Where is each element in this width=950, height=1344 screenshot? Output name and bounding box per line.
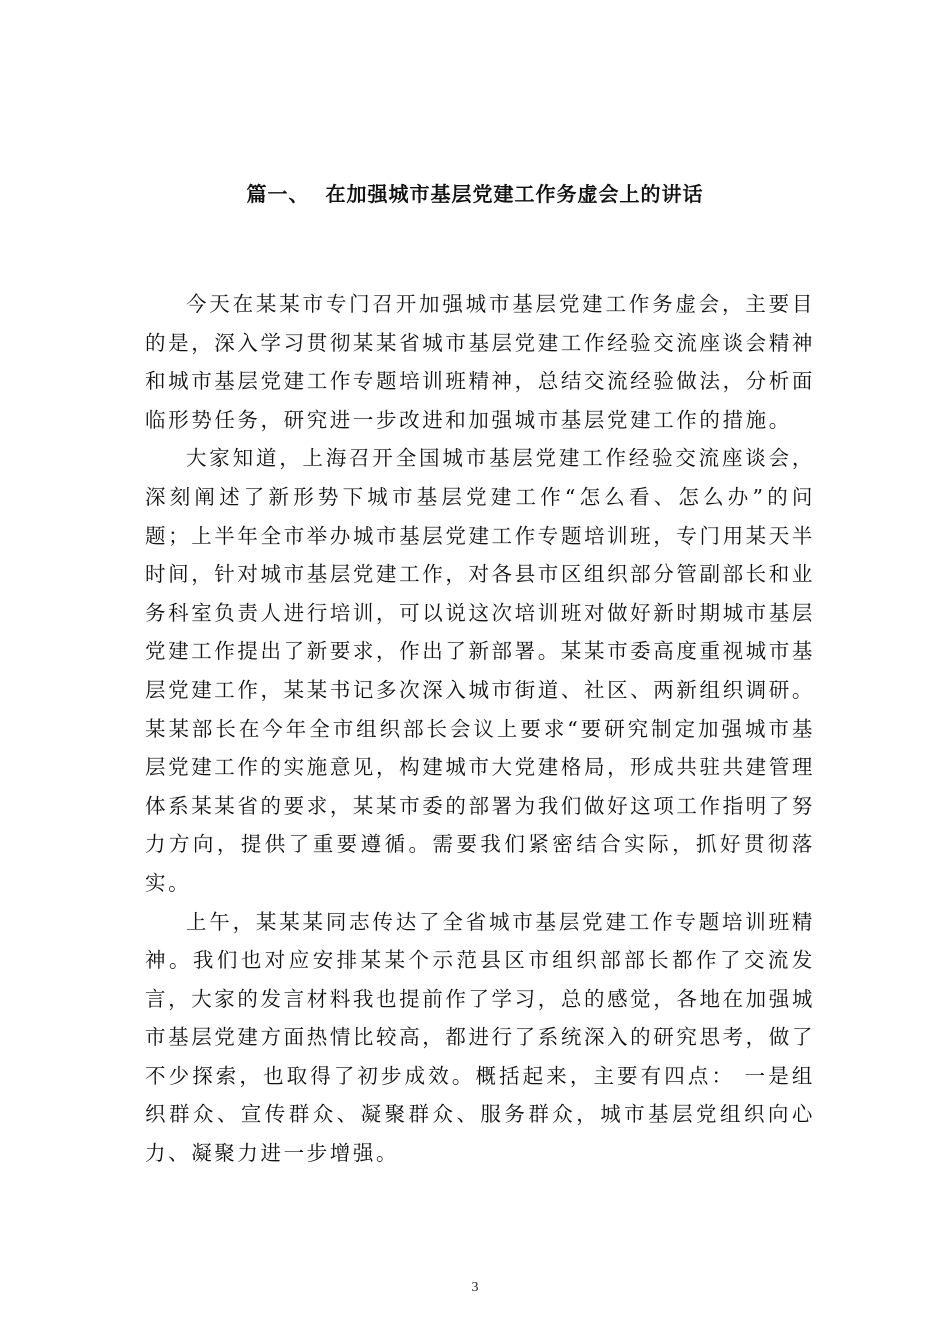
document-body [145, 285, 815, 1173]
document-title: 篇一、 在加强城市基层党建工作务虚会上的讲话 [246, 182, 704, 206]
paragraph-1: 今天在某某市专门召开加强城市基层党建工作务虚会，主要目的是，深入学习贯彻某某省城市基层党建工作经验交流座谈会精神和城市基层党建工作专题培训班精神，总结交流经验做法，分析面临形势任务，研究进一步改进和加强城市基层党建工作的措施。 [145, 292, 815, 432]
paragraph-3: 上午，某某某同志传达了全省城市基层党建工作专题培训班精神。我们也对应安排某某个示范县区市组织部部长都作了交流发言，大家的发言材料我也提前作了学习，总的感觉，各地在加强城市基层党建方面热情比较高，都进行了系统深入的研究思考，做了不少探索，也取得了初步成效。概括起来，主要有四点： 一是组织群众、宣传群众、凝聚群众、服务群众，城市基层党组织向心力、凝聚力进一步增强。 [145, 909, 815, 1166]
paragraph-2: 大家知道，上海召开全国城市基层党建工作经验交流座谈会，深刻阐述了新形势下城市基层党建工作“怎么看、怎么办”的问题；上半年全市举办城市基层党建工作专题培训班，专门用某天半时间，针对城市基层党建工作，对各县市区组织部分管副部长和业务科室负责人进行培训，可以说这次培训班对做好新时期城市基层党建工作提出了新要求，作出了新部署。某某市委高度重视城市基层党建工作，某某书记多次深入城市街道、社区、两新组织调研。某某部长在今年全市组织部长会议上要求“要研究制定加强城市基层党建工作的实施意见，构建城市大党建格局，形成共驻共建管理体系某某省的要求，某某市委的部署为我们做好这项工作指明了努力方向，提供了重要遵循。需要我们紧密结合实际，抓好贯彻落实。 [145, 446, 815, 895]
page-number: 3 [471, 1280, 479, 1295]
